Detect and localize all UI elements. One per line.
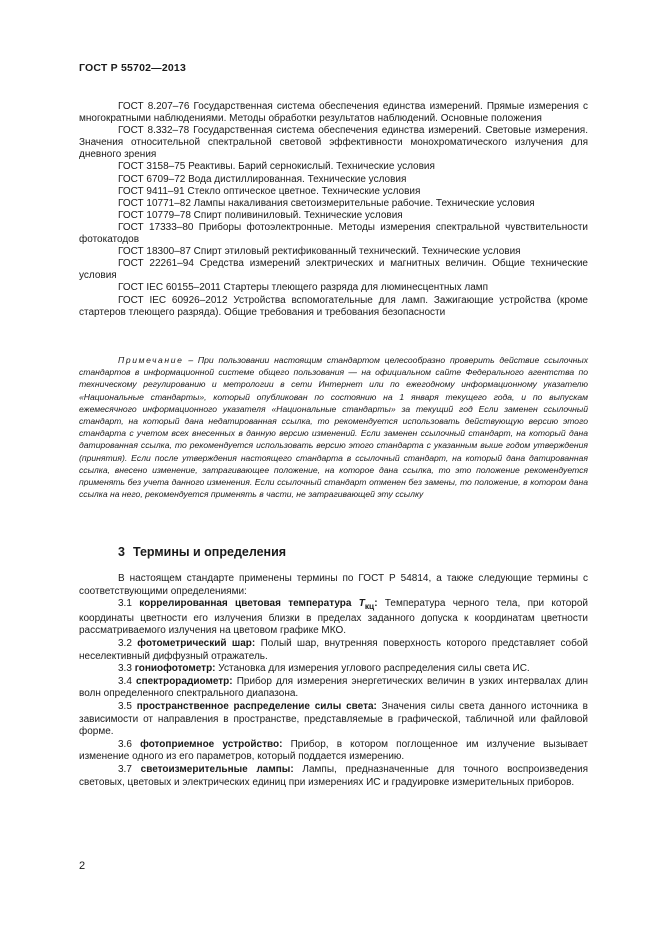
reference-item: ГОСТ 9411–91 Стекло оптическое цветное. Технические условия bbox=[118, 185, 421, 197]
term-number: 3.4 bbox=[118, 675, 132, 687]
section-title: Термины и определения bbox=[132, 545, 287, 559]
term-name: пространственное распределение силы света: bbox=[136, 700, 377, 712]
section-intro: В настоящем стандарте применены термины по ГОСТ Р 54814, а также следующие термины с соответствующими определениями: bbox=[79, 573, 588, 597]
reference-item: ГОСТ 10779–78 Спирт поливиниловый. Технические условия bbox=[118, 209, 403, 221]
term-name: фотоприемное устройство: bbox=[140, 738, 283, 750]
term-item bbox=[79, 598, 588, 638]
reference-item: ГОСТ 17333–80 Приборы фотоэлектронные. Методы измерения спектральной чувствительности фотокатодов bbox=[79, 221, 588, 246]
note-label: Примечание bbox=[118, 355, 184, 365]
term-name: гониофотометр: bbox=[134, 663, 216, 675]
reference-item: ГОСТ IEC 60155–2011 Стартеры тлеющего разряда для люминесцентных ламп bbox=[118, 282, 489, 294]
term-colon: : bbox=[374, 598, 378, 610]
term-item bbox=[79, 663, 588, 676]
reference-item: ГОСТ 6709–72 Вода дистиллированная. Технические условия bbox=[118, 173, 407, 185]
term-item bbox=[79, 764, 588, 789]
term-name: светоизмерительные лампы: bbox=[140, 763, 294, 775]
term-number: 3.7 bbox=[118, 763, 132, 775]
term-number: 3.2 bbox=[118, 637, 132, 649]
reference-item: ГОСТ 22261–94 Средства измерений электрических и магнитных величин. Общие технические условия bbox=[79, 258, 588, 282]
section-heading bbox=[118, 545, 286, 559]
term-number: 3.5 bbox=[118, 700, 132, 712]
term-item bbox=[79, 638, 588, 663]
term-symbol-subscript: кц bbox=[364, 601, 375, 612]
term-symbol: T bbox=[358, 598, 365, 610]
term-name: фотометрический шар: bbox=[137, 637, 256, 649]
term-item bbox=[79, 739, 588, 764]
term-item bbox=[79, 676, 588, 701]
term-definition: Температура черного тела, при которой координаты цветности его излучения близки в пределах заданного допуска к координатам цветности рассматриваемого излучения на цветовом графике МКО. bbox=[79, 598, 589, 637]
normative-references bbox=[79, 101, 588, 319]
section-number: 3 bbox=[118, 545, 125, 559]
reference-item: ГОСТ IEC 60926–2012 Устройства вспомогательные для ламп. Зажигающие устройства (кроме стартеров тлеющего разряда). Общие требования и требования безопасности bbox=[79, 294, 588, 318]
note-paragraph bbox=[79, 354, 588, 500]
term-name: коррелированная цветовая температура bbox=[139, 598, 352, 610]
term-number: 3.1 bbox=[118, 598, 132, 610]
reference-item: ГОСТ 10771–82 Лампы накаливания светоизмерительные рабочие. Технические условия bbox=[118, 197, 535, 209]
term-definition: Значения силы света данного источника в зависимости от направления в пространстве, представляемые в графической, табличной или файловой форме. bbox=[79, 700, 588, 738]
page-number: 2 bbox=[79, 860, 86, 872]
term-item bbox=[79, 701, 588, 739]
reference-item: ГОСТ 8.207–76 Государственная система обеспечения единства измерений. Прямые измерения с многократными наблюдениями. Методы обработки результатов наблюдений. Основные положения bbox=[79, 101, 588, 125]
reference-item: ГОСТ 8.332–78 Государственная система обеспечения единства измерений. Световые измерения. Значения относительной спектральной световой эффективности монохроматического излучения для дневного зрения bbox=[79, 125, 588, 161]
document-header: ГОСТ Р 55702—2013 bbox=[79, 62, 187, 74]
note-block bbox=[79, 354, 588, 500]
note-text: – При пользовании настоящим стандартом целесообразно проверить действие ссылочных стандартов в информационной системе общего пользования — на официальном сайте Федерального агентства по техническому регулированию и метрологии в сети Интернет или по ежегодному информационному указателю «Национальные стандарты», который опубликован по состоянию на 1 января текущего года, и по выпускам ежемесячного информационного указателя «Национальные стандарты» за текущий год Если заменен ссылочный стандарт, на который дана недатированная ссылка, то рекомендуется использовать действующую версию этого стандарта с учетом всех внесенных в данную версию изменений. Если заменен ссылочный стандарт, на который дана датированная ссылка, то рекомендуется использовать версию этого стандарта с указанным выше годом утверждения (принятия). Если после утверждения настоящего стандарта в ссылочный стандарт, на который дана датированная ссылка, внесено изменение, затрагивающее положение, на которое дана ссылка, то это положение рекомендуется применять без учета данного изменения. Если ссылочный стандарт отменен без замены, то положение, в котором дана ссылка на него, рекомендуется применять в части, не затрагивающей эту ссылку bbox=[79, 355, 588, 500]
term-definition: Прибор для измерения энергетических величин в узких интервалах длин волн определенного спектрального диапазона. bbox=[79, 675, 589, 700]
term-definition: Прибор, в котором поглощенное им излучение вызывает изменение одного из его параметров, который поддается измерению. bbox=[79, 738, 589, 763]
term-definition: Лампы, предназначенные для точного воспроизведения световых, цветовых и электрических единиц при измерениях ИС и градуировке измерительных приборов. bbox=[79, 763, 588, 788]
term-number: 3.6 bbox=[118, 738, 132, 750]
term-number: 3.3 bbox=[118, 663, 132, 675]
term-name: спектрорадиометр: bbox=[136, 675, 233, 687]
term-definition: Полый шар, внутренняя поверхность которого представляет собой неселективный диффузный отражатель. bbox=[79, 637, 588, 662]
terms-list bbox=[79, 573, 588, 789]
term-definition: Установка для измерения углового распределения силы света ИС. bbox=[215, 663, 530, 675]
reference-item: ГОСТ 18300–87 Спирт этиловый ректификованный технический. Технические условия bbox=[118, 246, 521, 258]
reference-item: ГОСТ 3158–75 Реактивы. Барий сернокислый. Технические условия bbox=[118, 161, 435, 173]
